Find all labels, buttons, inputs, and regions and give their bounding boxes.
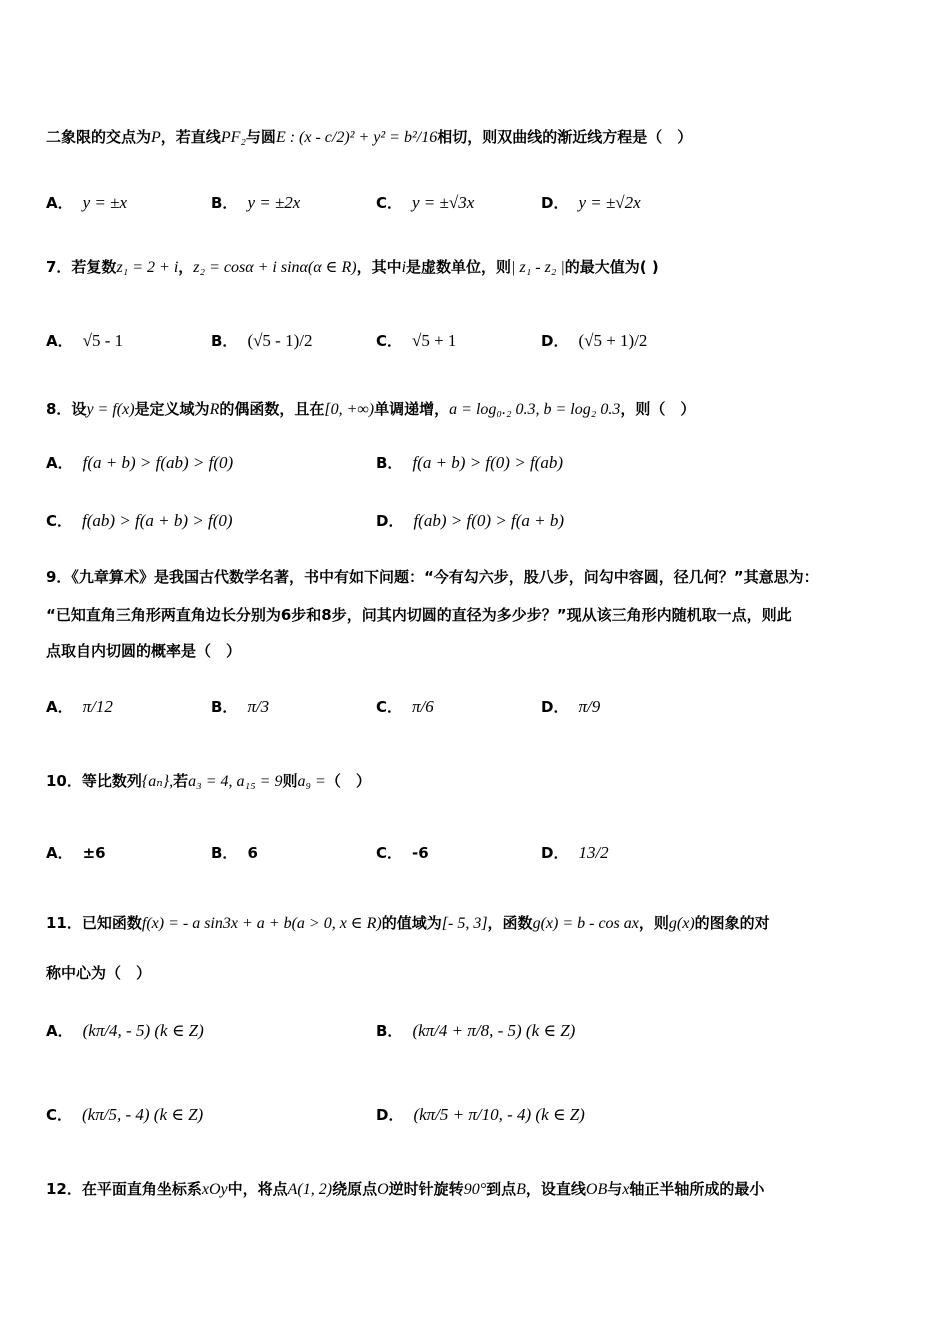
q10-option-c[interactable]: C． -6	[376, 844, 429, 862]
q11-stem-line1: 11．已知函数f(x) = - a sin3x + a + b(a > 0, x ∈ R)的值域为[- 5, 3]，函数g(x) = b - cos ax，则g(x)的图象的对	[46, 914, 770, 932]
q6-stem: 二象限的交点为P，若直线PF₂与圆E : (x - c/2)² + y² = b²/16相切，则双曲线的渐近线方程是（ ）	[46, 128, 693, 146]
q8-option-b[interactable]: B． f(a + b) > f(0) > f(ab)	[376, 453, 563, 472]
q6-option-b[interactable]: B． y = ±2x	[211, 193, 301, 212]
q7-option-a[interactable]: A． √5 - 1	[46, 331, 124, 350]
q9-option-c[interactable]: C． π/6	[376, 697, 434, 716]
q10-option-d[interactable]: D． 13/2	[541, 843, 609, 862]
q7-option-c[interactable]: C． √5 + 1	[376, 331, 457, 350]
point-p: P	[151, 129, 161, 146]
q6-option-c[interactable]: C． y = ±√3x	[376, 193, 475, 212]
q6-option-a[interactable]: A． y = ±x	[46, 193, 128, 212]
line-pf2: PF₂	[220, 129, 246, 146]
q8-option-a[interactable]: A． f(a + b) > f(ab) > f(0)	[46, 453, 234, 472]
q9-stem-line1: 9．《九章算术》是我国古代数学名著，书中有如下问题：“今有勾六步，股八步，问勾中容圆，径几何？”其意思为：	[46, 568, 819, 586]
q11-option-c[interactable]: C． (kπ/5, - 4) (k ∈ Z)	[46, 1105, 204, 1124]
circle-equation: E : (x - c/2)² + y² = b²/16	[275, 129, 438, 146]
q7-stem: 7．若复数z₁ = 2 + i，z₂ = cosα + i sinα(α ∈ R)，其中i是虚数单位，则| z₁ - z₂ |的最大值为( )	[46, 258, 659, 276]
q11-option-b[interactable]: B． (kπ/4 + π/8, - 5) (k ∈ Z)	[376, 1021, 576, 1040]
q8-stem: 8．设y = f(x)是定义域为R的偶函数，且在[0, +∞)单调递增，a = log₀.₂ 0.3, b = log₂ 0.3，则（ ）	[46, 400, 696, 418]
q12-stem: 12．在平面直角坐标系xOy中，将点A(1, 2)绕原点O逆时针旋转90°到点B，设直线OB与x轴正半轴所成的最小	[46, 1180, 765, 1198]
q10-stem: 10．等比数列{aₙ},若a₃ = 4, a₁₅ = 9则a₉ =（ ）	[46, 772, 371, 790]
q8-option-d[interactable]: D． f(ab) > f(0) > f(a + b)	[376, 511, 565, 530]
q6-option-d[interactable]: D． y = ±√2x	[541, 193, 641, 212]
q9-option-a[interactable]: A． π/12	[46, 697, 113, 716]
q9-stem-line3: 点取自内切圆的概率是（ ）	[46, 642, 242, 660]
q11-stem-line2: 称中心为（ ）	[46, 964, 152, 982]
q10-option-a[interactable]: A． ±6	[46, 844, 106, 862]
q9-option-d[interactable]: D． π/9	[541, 697, 601, 716]
q9-option-b[interactable]: B． π/3	[211, 697, 270, 716]
q7-option-d[interactable]: D． (√5 + 1)/2	[541, 331, 648, 350]
q11-option-a[interactable]: A． (kπ/4, - 5) (k ∈ Z)	[46, 1021, 204, 1040]
q7-option-b[interactable]: B． (√5 - 1)/2	[211, 331, 313, 350]
q11-option-d[interactable]: D． (kπ/5 + π/10, - 4) (k ∈ Z)	[376, 1105, 585, 1124]
q9-stem-line2: “已知直角三角形两直角边长分别为6步和8步，问其内切圆的直径为多少步？”现从该三角形内随机取一点，则此	[46, 606, 792, 624]
q8-option-c[interactable]: C． f(ab) > f(a + b) > f(0)	[46, 511, 233, 530]
q10-option-b[interactable]: B． 6	[211, 844, 258, 862]
